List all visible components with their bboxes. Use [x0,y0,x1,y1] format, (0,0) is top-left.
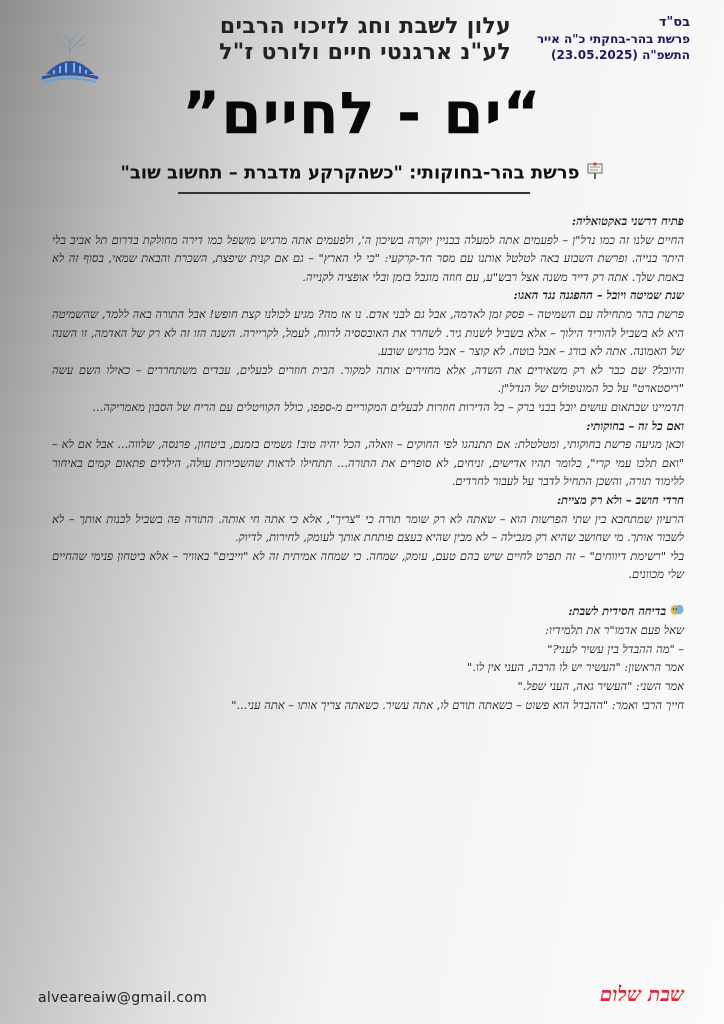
masthead-title: “ים - לחיים” [182,79,542,147]
contact-email[interactable]: alveareaiw@gmail.com [38,990,208,1006]
paragraph-text: הרעיון שמתחבא בין שתי הפרשות הוא – שאתה לא רק שומר תורה כי "צריך", אלא כי אתה חי אותה. התורה פה בשביל לבנות אותך – לא לשבור אותך. מי שחושב שהיא רק מגבילה – לא מבין שהיא בעצם פותחת אותך לעומק, לחירות, לדיוק. [52,511,684,545]
theater-masks-icon [670,603,684,622]
paragraph-text: ואם כל זה – בחוקותי: [586,418,684,433]
body-paragraph [52,677,684,696]
issue-info [510,14,690,63]
body-paragraph [52,547,684,584]
paragraph-text: פרשת בהר מתחילה עם השמיטה – פסק זמן לאדמה, אבל גם לבני אדם. נו אז מה? מגיע לכולנו קצת חופש! אבל התורה באה ללמד, שהשמיטה היא לא בשביל להוריד הילוך – אלא בשביל לשנות גיר. לשחרר את האובססיה לרווח, לעמל, לקריירה. השנה הזו זה לא רק של האדמה, זו השנה של האמונה. אתה לא בורג – אבל בוטח. לא קוצר – אבל מרגיש שובע. [52,306,684,359]
paragraph-text: החיים שלנו זה כמו נדל"ן – לפעמים אתה למעלה בבניין יוקרה בשיכון ה', ולפעמים אתה מרגיש מושפל כמו דירה מחולקת בדרום תל אביב בלי היתר בנייה. ופרשת השבוע באה לטלטל אותנו עם מסר חד-קרקעי: "כי לי הארץ" – גם אם קנית שיפצת, השכרת והבאת שמאי, בסוף זה לא באמת שלך. אתה רק דייר משנה אצל רבש"ע, עם חוזה מוגבל בזמן ובלי אופציה לקנייה. [52,232,684,284]
section-heading [52,602,684,621]
body-paragraph [52,658,684,677]
paragraph-text: חייך הרבי ואמר: "ההבדל הוא פשוט – כשאתה תורם לו, אתה עשיר. כשאתה צריך אותו – אתה עני..." [231,697,684,712]
paragraph-text: בדיחה חסידית לשבת: [568,603,666,618]
paragraph-text: וכאן מגיעה פרשת בחוקותי, ומטלטלת: אם תתנהגו לפי החוקים – וואלה, הכל יהיה טוב! גשמים בזמנם, ביטחון, פרנסה, שלווה... אבל אם לא – "ואם תלכו עמי קרי", כלומר תהיו אדישים, זניחים, לא סופרים את התורה... תתחילו לראות שהשכירות עולה, הילדים פתאום קמים באיחור ללימוד תורה, והשכן התחיל לדבר על לעבור לחרדים. [52,437,684,489]
body-paragraph [52,696,684,715]
paragraph-text: תדמיינו שבתאום עושים יובל בבני ברק – כל הדירות חוזרות לבעלים המקוריים מ-ספפו, כולל הקוויטלים עם הריח של הסבון מאמריקה... [92,399,684,414]
paragraph-text: פתיח דרשני באקטואליה: [571,214,684,228]
article-subtitle [80,162,644,185]
body-paragraph [52,361,684,398]
section-heading [52,491,684,510]
paragraph-text: – "מה ההבדל בין עשיר לעני?" [547,641,684,656]
paragraph-text: שנת שמיטה ויובל – ההפגנה נגד האגו: [513,288,684,303]
parasha-date: פרשת בהר-בחקתי כ"ה אייר [536,32,690,46]
paragraph-text: שאל פעם אדמו"ר את תלמידיו: [545,623,684,638]
body-paragraph [52,640,684,659]
section-heading [52,212,684,231]
paragraph-text: אמר הראשון: "העשיר יש לו הרבה, העני אין לו." [467,660,684,675]
tree-arch-logo-icon [40,30,100,84]
body-paragraph [52,435,684,491]
issue-year: התשפ"ה (23.05.2025) [551,48,690,62]
shabbat-shalom-signoff: שבת שלום [599,982,684,1006]
subtitle-divider [178,192,530,194]
bsd-label: בס"ד [658,15,690,30]
body-paragraph [52,398,684,417]
paragraph-text: חרדי חושב – ולא רק מציית: [556,492,684,507]
article-body [52,212,684,714]
paragraph-text: בלי "רשימת דיווחים" – זה תפרט לחיים שיש בהם טעם, עומק, שמחה. כי שמחה אמיתית זה לא "וייבים" באוויר – אלא ביטחון פנימי שהחיים שלי מכוונים. [52,548,684,582]
paragraph-text: והיובל? שם כבר לא רק משאירים את השדה, אלא מחזירים אותה למקור. הבית חוזרים לבעלים, עבדים משתחררים – כאילו השם עשה "ריסטארט" על כל המונופולים של הנדל"ן. [52,362,684,396]
paragraph-gap [52,584,684,602]
body-paragraph [52,621,684,640]
body-paragraph [52,305,684,361]
pushpin-sign-icon [587,162,603,185]
article-subtitle-text: פרשת בהר-בחוקותי: "כשהקרקע מדברת – תחשוב שוב" [120,162,580,184]
body-paragraph [52,510,684,547]
paragraph-text: אמר השני: "העשיר גאה, העני שפל." [517,678,684,693]
section-heading [52,417,684,436]
section-heading [52,286,684,305]
organization-line-2: לע"נ ארגנטי חיים ולורט ז"ל [219,40,511,65]
organization-title [201,14,511,66]
organization-line-1: עלון לשבת וחג לזיכוי הרבים [219,14,511,39]
body-paragraph [52,231,684,287]
